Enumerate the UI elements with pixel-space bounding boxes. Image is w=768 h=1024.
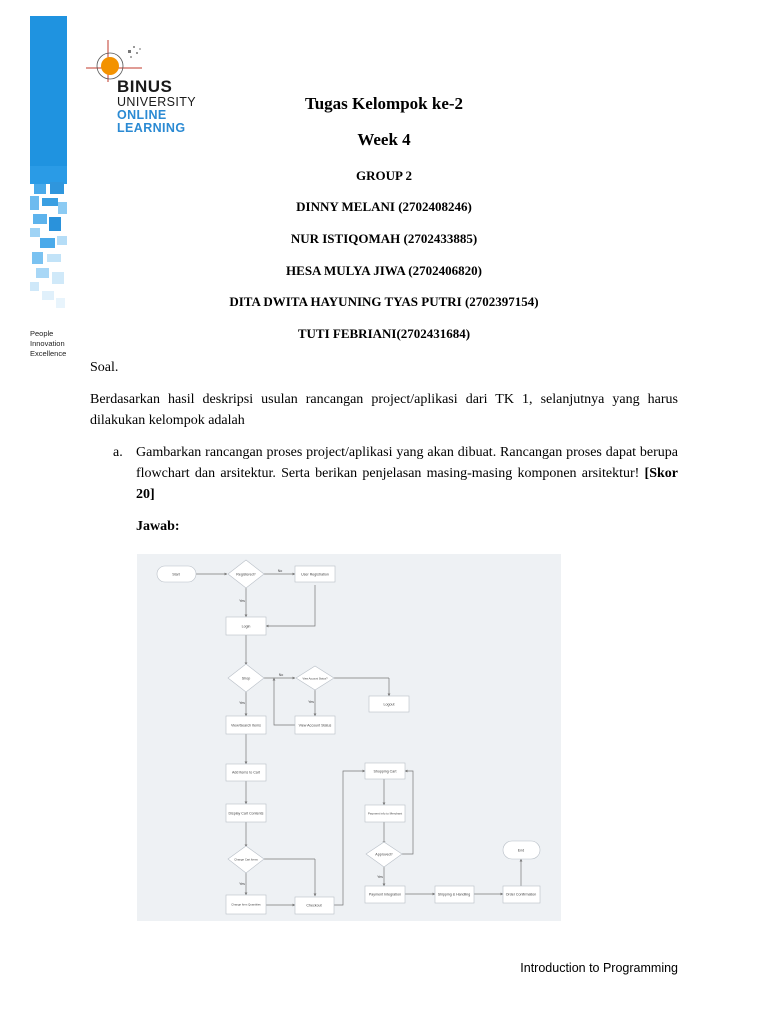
member-3: HESA MULYA JIWA (2702406820) [286,263,482,278]
tagline-people: People [30,329,54,338]
node-registered: Registered? [236,572,256,577]
member-2: NUR ISTIQOMAH (2702433885) [290,231,478,246]
soal-label: Soal. [90,360,119,375]
node-login: Login [241,624,251,629]
week-label: Week 4 [357,130,411,149]
edge-label-yes-5: Yes [377,875,383,879]
node-logout: Logout [383,702,395,707]
brand-tagline [30,329,66,359]
node-change-cart: Change Cart Items [234,857,258,862]
group-label: GROUP 2 [356,168,412,183]
edge-label-yes-3: Yes [308,700,314,704]
node-end: End [517,848,525,853]
logo-learning: LEARNING [117,121,186,135]
node-view-search-items: View/Search Items [231,723,261,728]
tagline-excellence: Excellence [30,349,67,358]
item-marker: a. [113,445,123,460]
edge-label-yes-4: Yes [239,882,245,886]
flow-nodes [157,560,540,914]
node-approved: Approved? [375,852,393,857]
node-user-registration: User Registration [301,572,329,577]
node-add-items: Add Items to Cart [232,770,260,775]
member-4: DITA DWITA HAYUNING TYAS PUTRI (2702397154) [229,294,539,309]
node-checkout: Checkout [306,903,322,908]
edge-label-no-1: No [277,569,283,573]
node-start: Start [172,572,180,577]
node-view-account-decision: View Account Status? [302,677,328,681]
node-order-confirmation: Order Confirmation [505,892,537,897]
edge-label-yes-1: Yes [239,599,245,603]
node-payment-info: Payment info to Merchant [367,811,403,816]
answer-label: Jawab: [136,519,180,534]
item-instruction: Gambarkan rancangan proses project/aplikasi yang akan dibuat. Rancangan proses dapat berupa flowchart dan arsitektur. Serta berikan penjelasan masing-masing komponen arsitektur! [136,445,678,481]
brand-stripe [30,16,67,316]
member-1: DINNY MELANI (2702408246) [296,199,472,214]
item-text [136,442,678,505]
node-change-quantities: Change Item Quantities [231,902,261,907]
logo-university: UNIVERSITY [117,95,197,109]
tagline-innovation: Innovation [30,339,65,348]
node-shopping-cart: Shopping Cart [373,769,397,774]
footer-course-name: Introduction to Programming [520,961,678,975]
logo-binus: BINUS [117,77,173,96]
node-shipping: Shipping & Handling [437,892,471,897]
node-display-cart: Display Cart Contents [228,811,264,816]
task-description: Berdasarkan hasil deskripsi usulan rancangan project/aplikasi dari TK 1, selanjutnya yang harus dilakukan kelompok adalah [90,392,678,428]
edge-label-yes-2: Yes [239,701,245,705]
member-5: TUTI FEBRIANI(2702431684) [297,326,471,341]
document-title: Tugas Kelompok ke-2 [304,94,464,113]
node-view-account-status: View Account Status [298,723,332,728]
logo-online: ONLINE [117,108,167,122]
item-score: [Skor 20] [136,466,678,502]
node-shop: Shop [241,676,251,681]
process-flowchart [137,554,561,921]
edge-label-no-2: No [278,673,284,677]
node-payment-integration: Payment Integration [368,892,402,897]
